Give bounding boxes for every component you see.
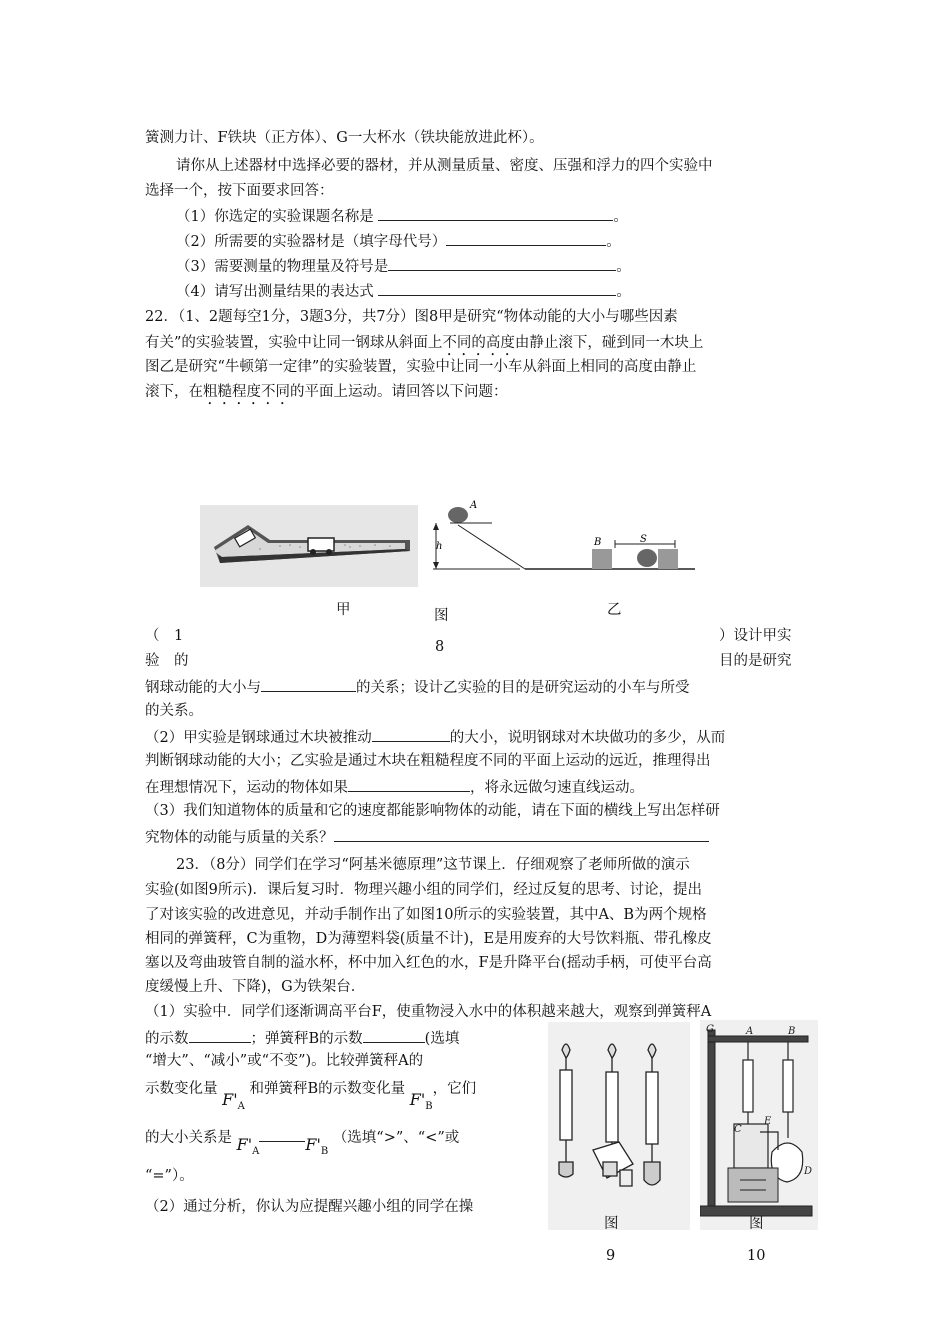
q23-sub2-line1: （2）通过分析，你认为应提醒兴趣小组的同学在操 [145,1199,474,1215]
q22-part2-c: 判断钢球动能的大小；乙实验是通过木块在粗糙程度不同的平面上运动的远近，推理得出 [145,753,711,769]
label-G: G [706,1024,714,1035]
answer-blank[interactable] [334,826,709,842]
label-B: B [594,537,602,548]
q22-part3-a: （3）我们知道物体的质量和它的速度都能影响物体的动能，请在下面的横线上写出怎样研 [145,803,720,819]
answer-blank[interactable] [189,1027,251,1043]
q21-intro-2: 选择一个，按下面要求回答： [145,183,334,199]
q23-sub1-line3: “增大”、“减小”或“不变”)。比较弹簧秤A的 [145,1053,424,1069]
q23-sub1-line4: 示数变化量 $F'_A$ 和弹簧秤B的示数变化量 $F'_B$，它们 [145,1081,477,1113]
caption-fig9-tu: 图 [604,1216,619,1232]
caption-yi: 乙 [607,602,622,618]
q23-sub1-line5: 的大小关系是 $F'_A$ $F'_B$ （选填“>”、“<”或 [145,1126,459,1154]
q22-line2: 有关”的实验装置，实验中让同一钢球从斜面上不同的高度由静止滚下，碰到同一木块上 [145,335,704,351]
label-S: S [640,534,647,545]
label-E: E [764,1116,772,1127]
q23-sub1-line2: 的示数 ；弹簧秤B的示数 (选填 [145,1027,459,1049]
label-C: C [734,1124,742,1135]
caption-jia: 甲 [336,602,351,618]
answer-blank[interactable] [363,1027,425,1043]
q21-item-1: （1）你选定的实验课题名称是 。 [176,205,628,227]
q21-item-2: （2）所需要的实验器材是（填字母代号） 。 [176,230,621,252]
formula-FA: $F'_A$ [236,1135,260,1158]
q23-line3: 了对该实验的改进意见，并动手制作出了如图10所示的实验装置，其中A、B为两个规格 [145,907,707,923]
answer-blank[interactable] [348,776,470,792]
answer-blank[interactable] [378,205,613,221]
figure-8-yi [430,497,700,579]
answer-blank[interactable] [259,1126,305,1142]
q23-line4: 相同的弹簧秤，C为重物，D为薄塑料袋(质量不计)，E是用废弃的大号饮料瓶、带孔橡皮 [145,931,712,947]
label-D: D [804,1166,813,1177]
q22-part1-b: ）设计甲实 [719,628,792,644]
figure-9 [548,1022,690,1230]
label-h: h [436,541,443,552]
q22-part1-d: 目的是研究 [719,653,792,669]
q21-item-4: （4）请写出测量结果的表达式 。 [176,280,631,302]
answer-blank[interactable] [378,280,616,296]
caption-fig8-tu: 图 [434,608,449,624]
q22-part1-e: 钢球动能的大小与 的关系；设计乙实验的目的是研究运动的小车与所受 [145,676,690,698]
figure-8-jia [200,505,418,587]
q22-part1-c: 验 的 [145,653,189,669]
q21-line1: 簧测力计、F铁块（正方体）、G一大杯水（铁块能放进此杯）。 [145,130,544,146]
label-B: B [788,1026,796,1037]
caption-fig9-num: 9 [606,1248,616,1264]
q22-part3-b: 究物体的动能与质量的关系？ [145,826,709,848]
q23-sub1-line6: “=”）。 [145,1168,194,1184]
label-A: A [470,500,478,511]
q21-item-3: （3）需要测量的物理量及符号是 。 [176,255,631,277]
answer-blank[interactable] [388,255,616,271]
q22-part2-a: （2）甲实验是钢球通过木块被推动 的大小，说明钢球对木块做功的多少，从而 [145,726,725,748]
formula-FB: $F'_B$ [409,1090,433,1113]
q22-part1-a: （ 1 [145,628,184,644]
caption-fig8-num: 8 [435,639,445,655]
figure-10 [700,1020,818,1230]
formula-FB: $F'_B$ [305,1135,329,1158]
q22-part1-g: 的关系。 [145,703,203,719]
q23-line1: 23．（8分）同学们在学习“阿基米德原理”这节课上．仔细观察了老师所做的演示 [176,857,690,873]
q23-line6: 度缓慢上升、下降)，G为铁架台． [145,979,366,995]
answer-blank[interactable] [372,726,450,742]
q23-sub1-line1: （1）实验中．同学们逐渐调高平台F，使重物浸入水中的体积越来越大，观察到弹簧秤A [145,1004,712,1020]
caption-fig10-tu: 图 [749,1216,764,1232]
q22-line1: 22．（1、2题每空1分，3题3分，共7分）图8甲是研究“物体动能的大小与哪些因素 [145,309,678,325]
q22-line3: 图乙是研究“牛顿第一定律”的实验装置，实验中让同一小车从斜面上相同的高度由静止 [145,359,697,375]
answer-blank[interactable] [446,230,606,246]
label-A: A [746,1026,754,1037]
answer-blank[interactable] [261,676,356,692]
q23-line5: 塞以及弯曲玻管自制的溢水杯，杯中加入红色的水，F是升降平台(摇动手柄，可使平台高 [145,955,712,971]
caption-fig10-num: 10 [747,1248,766,1264]
formula-FA: $F'_A$ [222,1090,245,1113]
q22-part2-d: 在理想情况下，运动的物体如果 ，将永远做匀速直线运动。 [145,776,644,798]
q23-line2: 实验(如图9所示)．课后复习时．物理兴趣小组的同学们，经过反复的思考、讨论，提出 [145,882,703,898]
q21-intro-1: 请你从上述器材中选择必要的器材，并从测量质量、密度、压强和浮力的四个实验中 [176,158,713,174]
q22-line4: 滚下，在粗糙程度不同的平面上运动。请回答以下问题： [145,384,508,400]
